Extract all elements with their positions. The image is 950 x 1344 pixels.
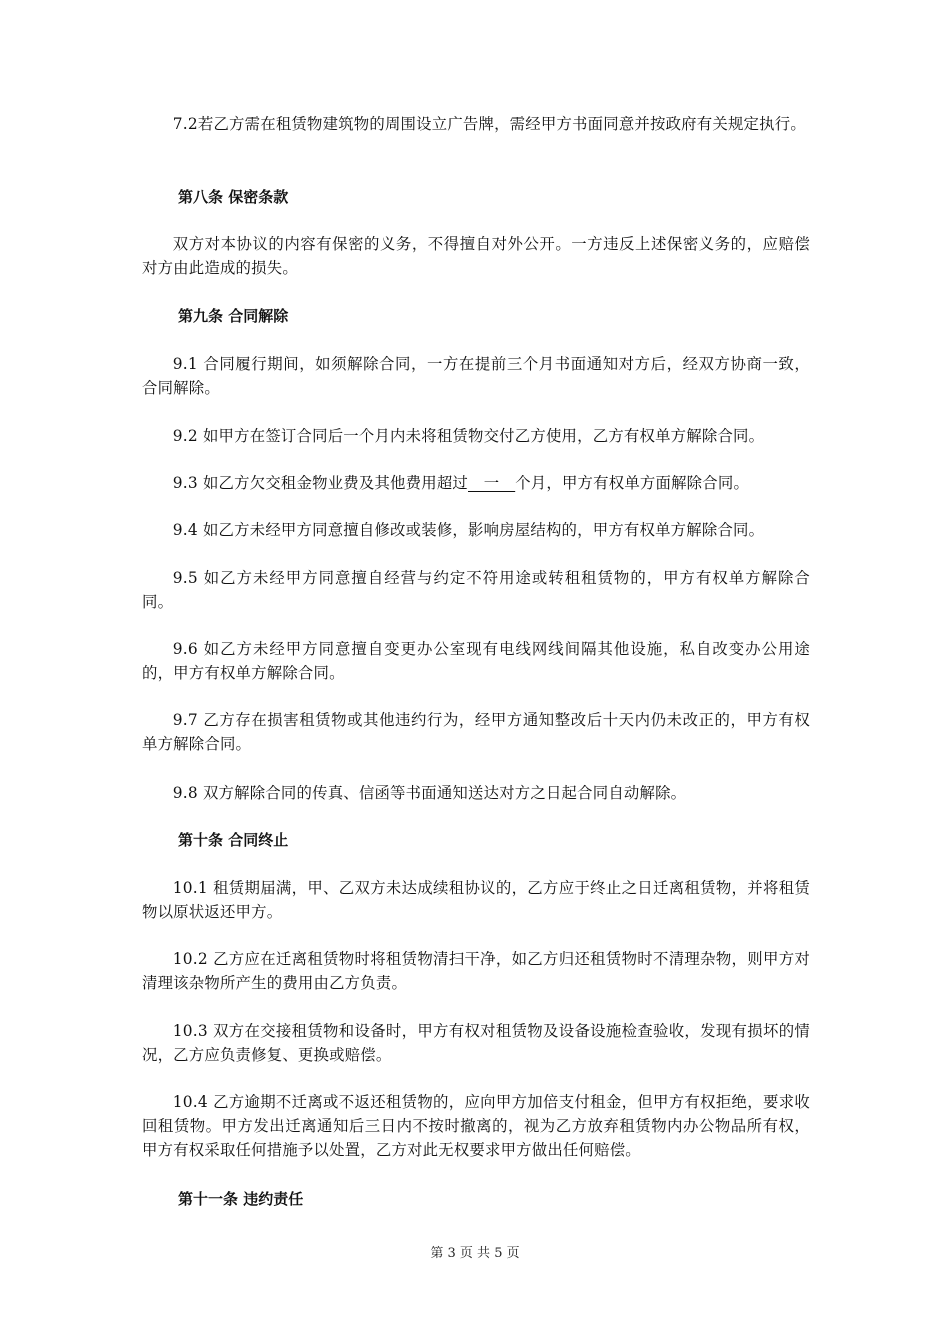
clause-9-3-text-end: 个月，甲方有权单方面解除合同。 xyxy=(515,474,750,492)
page-footer: 第 3 页 共 5 页 xyxy=(430,1246,520,1261)
article-10-heading: 第十条 合同终止 xyxy=(178,831,289,849)
clause-9-5: 9.5 如乙方未经甲方同意擅自经营与约定不符用途或转租租赁物的，甲方有权单方解除合同。 xyxy=(142,569,810,611)
clause-9-3 xyxy=(142,471,810,495)
clause-9-7: 9.7 乙方存在损害租赁物或其他违约行为，经甲方通知整改后十天内仍未改正的，甲方有权单方解除合同。 xyxy=(142,711,810,753)
clause-9-1: 9.1 合同履行期间，如须解除合同，一方在提前三个月书面通知对方后，经双方协商一致，合同解除。 xyxy=(142,355,810,397)
article-8-heading: 第八条 保密条款 xyxy=(178,188,289,206)
clause-10-4: 10.4 乙方逾期不迁离或不返还租赁物的，应向甲方加倍支付租金，但甲方有权拒绝，要求收回租赁物。甲方发出迁离通知后三日内不按时撤离的，视为乙方放弃租赁物内办公物品所有权，甲方有权采取任何措施予以处置，乙方对此无权要求甲方做出任何赔偿。 xyxy=(142,1093,810,1159)
clause-9-3-blank: __一__ xyxy=(468,474,516,492)
clause-10-1: 10.1 租赁期届满，甲、乙双方未达成续租协议的，乙方应于终止之日迁离租赁物，并将租赁物以原状返还甲方。 xyxy=(142,879,810,921)
article-9-heading: 第九条 合同解除 xyxy=(178,307,289,325)
article-8-text: 双方对本协议的内容有保密的义务，不得擅自对外公开。一方违反上述保密义务的，应赔偿对方由此造成的损失。 xyxy=(142,235,810,277)
clause-9-8: 9.8 双方解除合同的传真、信函等书面通知送达对方之日起合同自动解除。 xyxy=(172,784,687,802)
clause-9-2: 9.2 如甲方在签订合同后一个月内未将租赁物交付乙方使用，乙方有权单方解除合同。 xyxy=(172,427,765,445)
clause-10-2: 10.2 乙方应在迁离租赁物时将租赁物清扫干净，如乙方归还租赁物时不清理杂物，则甲方对清理该杂物所产生的费用由乙方负责。 xyxy=(142,950,810,992)
clause-9-4: 9.4 如乙方未经甲方同意擅自修改或装修，影响房屋结构的，甲方有权单方解除合同。 xyxy=(172,521,765,539)
clause-7-2: 7.2若乙方需在租赁物建筑物的周围设立广告牌，需经甲方书面同意并按政府有关规定执行。 xyxy=(172,115,806,133)
clause-9-3-text-start: 9.3 如乙方欠交租金物业费及其他费用超过 xyxy=(172,474,469,492)
article-11-heading: 第十一条 违约责任 xyxy=(178,1190,304,1208)
clause-10-3: 10.3 双方在交接租赁物和设备时，甲方有权对租赁物及设备设施检查验收，发现有损坏的情况，乙方应负责修复、更换或赔偿。 xyxy=(142,1022,810,1064)
clause-9-6: 9.6 如乙方未经甲方同意擅自变更办公室现有电线网线间隔其他设施，私自改变办公用途的，甲方有权单方解除合同。 xyxy=(142,640,810,682)
